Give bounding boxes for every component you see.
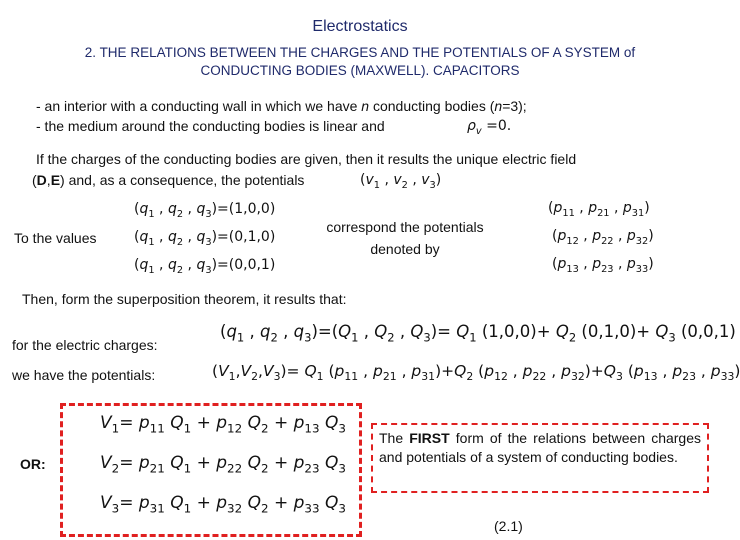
note-rest: form of the relations between charges and potentials of a system of conducting bodies. xyxy=(379,430,701,465)
p-tuple-3: ($p_{13}$ , $p_{23}$ , $p_{33}$) xyxy=(552,256,654,275)
note-the: The xyxy=(379,430,404,446)
p-tuple-2: ($p_{12}$ , $p_{22}$ , $p_{32}$) xyxy=(552,228,654,247)
or-label: OR: xyxy=(20,456,46,472)
bullet-medium: - the medium around the conducting bodies is linear and xyxy=(36,118,385,134)
section-heading xyxy=(40,44,680,80)
bullet-interior: - an interior with a conducting wall in which we have n conducting bodies (n=3); xyxy=(36,98,527,114)
equation-v1: $V_1= p_{11}$ $Q_1 + p_{12}$ $Q_2 + p_{13}$ $Q_3$ xyxy=(100,413,346,436)
rho-formula: $\rho_v =0$. xyxy=(467,118,512,137)
charges-equation: ($q_1$ , $q_2$ , $q_3)=(Q_1$ , $Q_2$ , $Q_3)= Q_1$ $(1,0,0)+ Q_2$ $(0,1,0)+ Q_3$ (0,0,1) xyxy=(220,322,736,345)
for-charges-label: for the electric charges: xyxy=(12,337,158,353)
equation-number: (2.1) xyxy=(494,518,523,534)
potentials-label: we have the potentials: xyxy=(12,367,156,383)
charges-statement-line2: (D,E) and, as a consequence, the potentials xyxy=(32,172,305,188)
correspond-text: correspond the potentials denoted by xyxy=(326,219,484,257)
section-heading-line1: 2. THE RELATIONS BETWEEN THE CHARGES AND THE POTENTIALS OF A SYSTEM of xyxy=(84,45,636,60)
q-tuple-1: ($q_1$ , $q_2$ , $q_3)=(1,0,0)$ xyxy=(134,201,276,220)
p-tuple-1: ($p_{11}$ , $p_{21}$ , $p_{31}$) xyxy=(548,200,650,219)
superposition-text: Then, form the superposition theorem, it results that: xyxy=(22,291,347,307)
q-tuple-3: ($q_1$ , $q_2$ , $q_3)=(0,0,1)$ xyxy=(134,257,276,276)
equation-v3: $V_3= p_{31}$ $Q_1 + p_{32}$ $Q_2 + p_{33}$ $Q_3$ xyxy=(100,493,346,516)
page-title: Electrostatics xyxy=(312,18,408,35)
note-first: FIRST xyxy=(409,430,450,446)
q-tuple-2: ($q_1$ , $q_2$ , $q_3)=(0,1,0)$ xyxy=(134,229,276,248)
first-form-note-box xyxy=(371,423,709,493)
charges-statement-line1: If the charges of the conducting bodies are given, then it results the unique electric field xyxy=(36,151,577,167)
equation-v2: $V_2= p_{21}$ $Q_1 + p_{22}$ $Q_2 + p_{23}$ $Q_3$ xyxy=(100,453,346,476)
to-values-label: To the values xyxy=(14,230,97,246)
first-form-note xyxy=(379,429,701,467)
equations-system xyxy=(100,410,346,516)
potentials-tuple: ($v_1$ , $v_2$ , $v_3$) xyxy=(360,172,442,191)
section-heading-line2: CONDUCTING BODIES (MAXWELL). CAPACITORS xyxy=(200,63,520,78)
potentials-equation: $(V_1,V_2,V_3)= Q_1$ ($p_{11}$ , $p_{21}$ , $p_{31})+Q_2$ ($p_{12}$ , $p_{22}$ , $p_{32})+Q_3$ ($p_{13}$ , $p_{23}$ , $p_{33}$) xyxy=(212,362,740,384)
